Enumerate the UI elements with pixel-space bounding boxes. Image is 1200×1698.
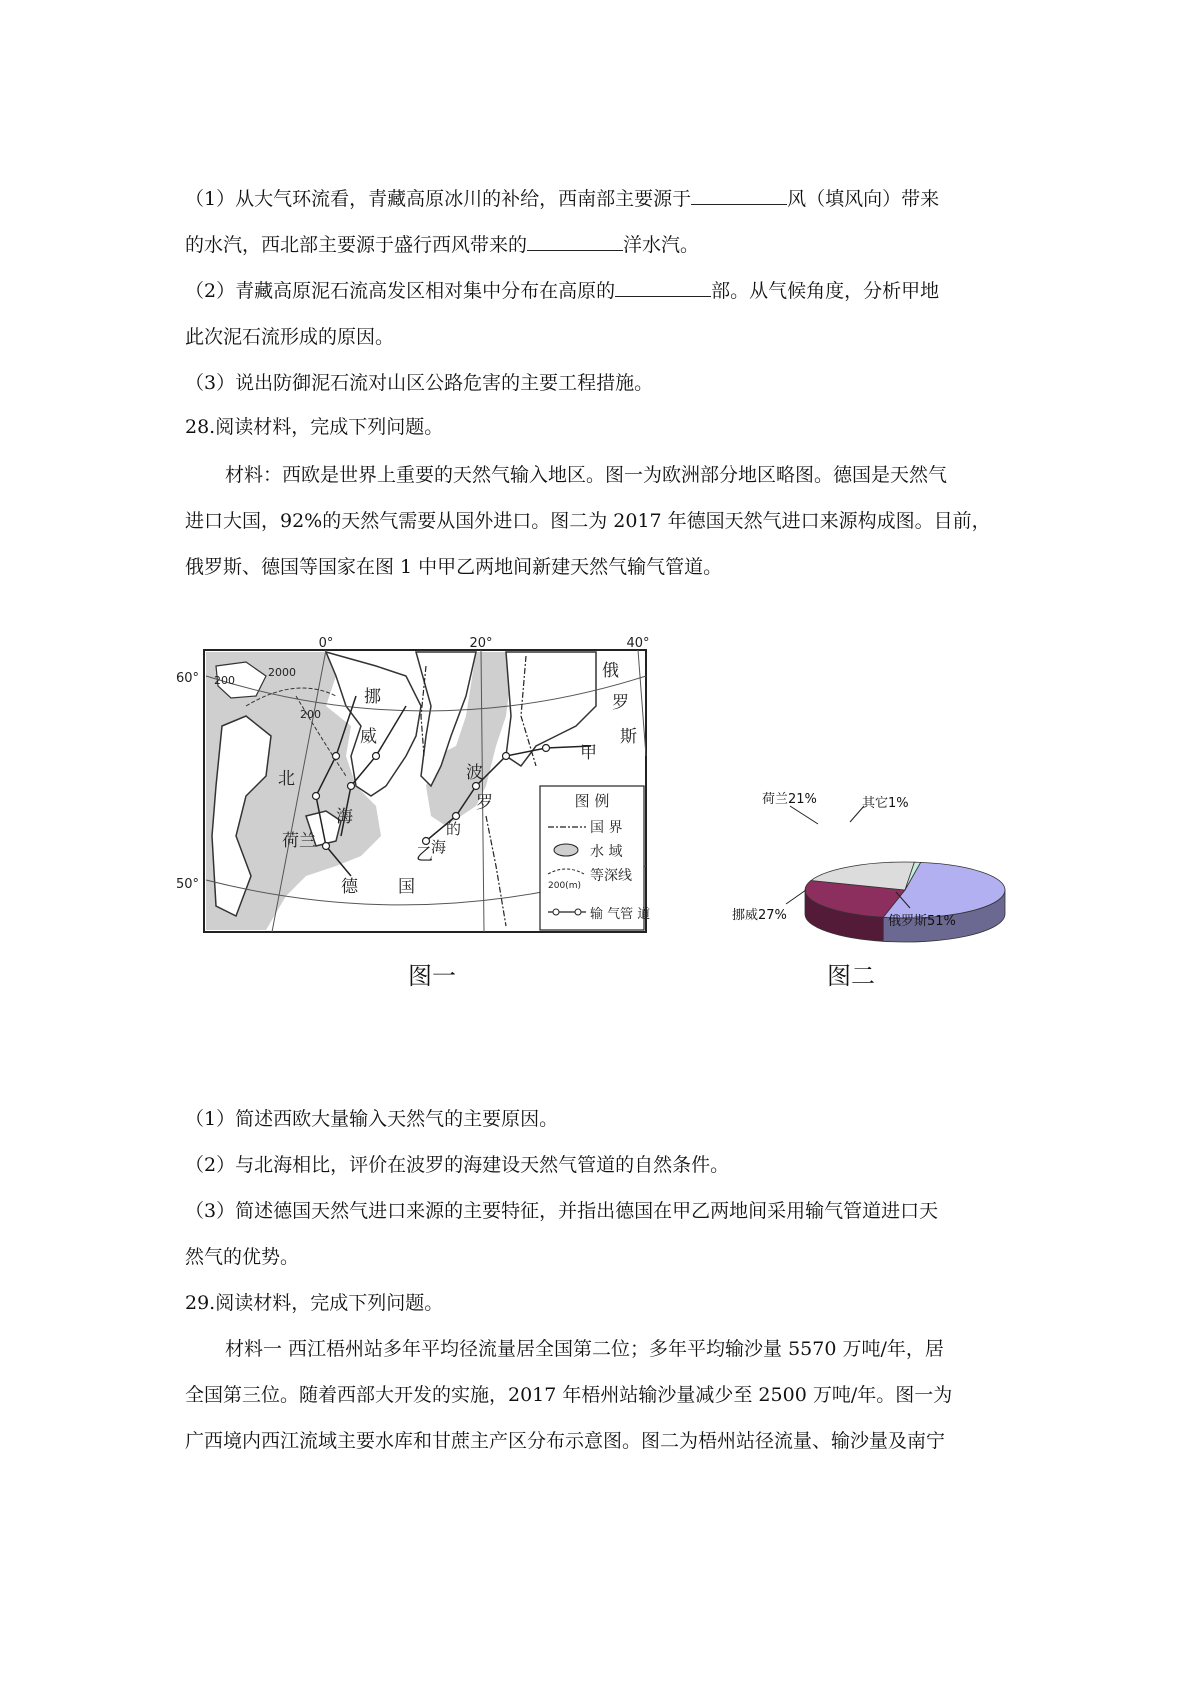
europe-map	[176, 636, 656, 936]
q27-part2-line2: 此次泥石流形成的原因。	[185, 326, 395, 348]
legend-title: 图 例	[574, 792, 610, 810]
place-label: 俄	[602, 661, 619, 681]
q27-part3: （3）说出防御泥石流对山区公路危害的主要工程措施。	[185, 372, 654, 394]
figure2-caption: 图二	[827, 962, 875, 990]
depth-label: 200	[300, 708, 321, 721]
lat-label: 50°	[176, 877, 200, 892]
q28-sub2: （2）与北海相比，评价在波罗的海建设天然气管道的自然条件。	[185, 1154, 730, 1176]
pie-leader-lines	[760, 800, 960, 910]
q28-sub1: （1）简述西欧大量输入天然气的主要原因。	[185, 1108, 559, 1130]
legend-isobath: 等深线	[590, 868, 632, 884]
answer-blank[interactable]	[527, 232, 623, 251]
q28-sub3-line2: 然气的优势。	[185, 1246, 300, 1268]
place-label: 斯	[620, 727, 637, 747]
place-label: 荷兰	[282, 831, 316, 851]
legend-border: 国 界	[590, 820, 623, 836]
answer-blank[interactable]	[615, 278, 711, 297]
place-label: 罗	[612, 693, 629, 713]
q28-heading: 28.阅读材料，完成下列问题。	[185, 416, 444, 438]
lat-label: 60°	[176, 671, 200, 686]
place-label: 国	[398, 877, 415, 897]
lon-label: 0°	[318, 636, 334, 651]
q28-material-line3: 俄罗斯、德国等国家在图 1 中甲乙两地间新建天然气输气管道。	[185, 556, 723, 578]
lon-label: 40°	[626, 636, 650, 651]
q29-heading: 29.阅读材料，完成下列问题。	[185, 1292, 444, 1314]
place-label: 的	[446, 820, 462, 838]
q27-part1-line2: 的水汽，西北部主要源于盛行西风带来的 洋水汽。	[185, 234, 700, 256]
place-label: 北	[278, 769, 295, 789]
place-label: 威	[360, 727, 377, 747]
place-label: 海	[336, 807, 353, 827]
legend-depth-sample: 200(m)	[548, 881, 581, 891]
depth-label: 2000	[268, 666, 296, 679]
place-label: 乙	[416, 845, 433, 865]
pie-label-other: 其它1%	[862, 796, 909, 811]
q28-sub3-line1: （3）简述德国天然气进口来源的主要特征，并指出德国在甲乙两地间采用输气管道进口天	[185, 1200, 939, 1222]
place-label: 甲	[580, 743, 597, 763]
legend-pipeline: 输 气管 道	[590, 907, 651, 922]
legend-water: 水 域	[590, 844, 623, 860]
place-label: 德	[341, 877, 358, 897]
q27-part1-line1: （1）从大气环流看，青藏高原冰川的补给，西南部主要源于 风（填风向）带来	[185, 188, 940, 210]
pie-label-norway: 挪威27%	[732, 908, 787, 923]
place-label: 罗	[476, 793, 493, 813]
pie-label-russia: 俄罗斯51%	[888, 914, 956, 929]
place-label: 海	[431, 838, 447, 856]
place-label: 挪	[364, 687, 381, 707]
answer-blank[interactable]	[691, 186, 787, 205]
q29-material-line1: 材料一 西江梧州站多年平均径流量居全国第二位；多年平均输沙量 5570 万吨/年，居	[225, 1338, 944, 1360]
q28-material-line1: 材料：西欧是世界上重要的天然气输入地区。图一为欧洲部分地区略图。德国是天然气	[225, 464, 948, 486]
lon-label: 20°	[469, 636, 493, 651]
figure1-caption: 图一	[408, 962, 456, 990]
pie-label-netherlands: 荷兰21%	[762, 792, 817, 807]
q29-material-line2: 全国第三位。随着西部大开发的实施，2017 年梧州站输沙量减少至 2500 万吨/年。图一为	[185, 1384, 953, 1406]
q29-material-line3: 广西境内西江流域主要水库和甘蔗主产区分布示意图。图二为梧州站径流量、输沙量及南宁	[185, 1430, 946, 1452]
q28-material-line2: 进口大国，92%的天然气需要从国外进口。图二为 2017 年德国天然气进口来源构成图。目前，	[185, 510, 991, 532]
place-label: 波	[466, 763, 483, 783]
depth-label: 200	[214, 674, 235, 687]
q27-part2-line1: （2）青藏高原泥石流高发区相对集中分布在高原的 部。从气候角度，分析甲地	[185, 280, 940, 302]
